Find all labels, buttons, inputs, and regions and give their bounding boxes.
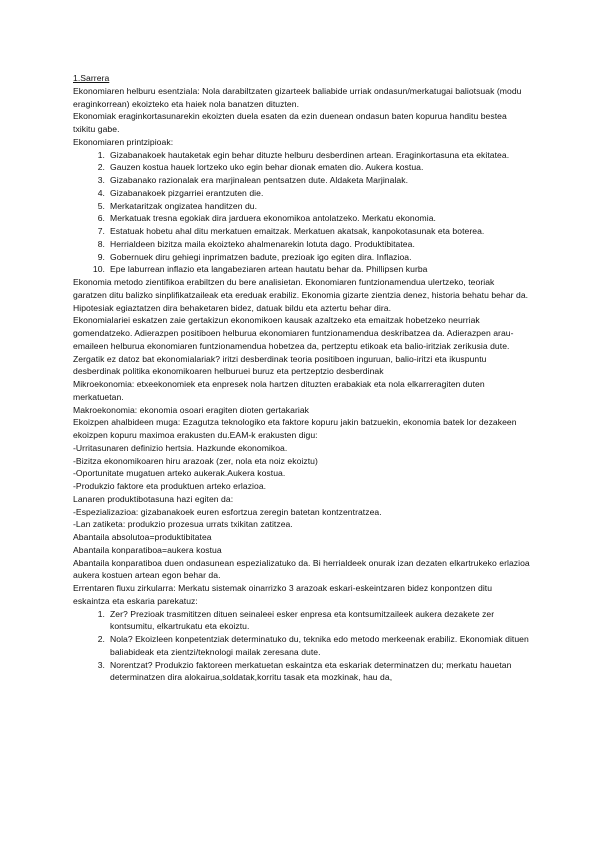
list-item [73, 187, 530, 200]
list-number: 4. [97, 187, 105, 198]
section-title: 1.Sarrera [73, 73, 110, 83]
paragraph: Ekonomiaren helburu esentziala: Nola darabiltzaten gizarteek baliabide urriak ondasun/merkatugai baliotsuak (modu eraginkorrean) ekoizteko eta haiek nola banatzen dituzten. [73, 85, 522, 109]
list-number: 1. [97, 608, 105, 619]
paragraph: Mikroekonomia: etxeekonomiek eta enpresek nola hartzen dituzten erabakiak eta nola elkarreragiten duten merkatuetan. [73, 379, 485, 402]
list-item [73, 200, 530, 213]
paragraph: Zergatik ez datoz bat ekonomialariak? iritzi desberdinak teoria positiboen inguruan, balio-iritzi eta ikuspuntu desberdinak politika ekonomikoaren helburuei buruz eta pertzeptzio desberdinak [73, 353, 487, 377]
paragraph: Abantaila konparatiboa duen ondasunean espezializatuko da. Bi herrialdeek onurak izan dezaten elkartrukeko erlazioa aukera kostuen artean egon behar da. [73, 557, 530, 581]
list-text: Gizabanakoek hautaketak egin behar dituzte helburu desberdinen artean. Eraginkortasuna eta ekitatea. [110, 149, 510, 160]
list-text: Herrialdeen bizitza maila ekoizteko ahalmenarekin lotuta dago. Produktibitatea. [110, 238, 415, 249]
principles-list [73, 149, 530, 277]
paragraph: Ekonomiak eraginkortasunarekin ekoizten duela esaten da ezin duenean ondasun baten kopurua handitu bestea txikitu gabe. [73, 111, 507, 134]
list-text: Gizabanakoek pizgarriei erantzuten die. [110, 187, 264, 198]
paragraph: Ekoizpen ahalbideen muga: Ezagutza teknologiko eta faktore kopuru jakin batzuekin, ekonomia batek lor dezakeen ekoizpen kopuru maximoa erakusten du.EAM-k erakusten digu: [73, 417, 517, 440]
paragraph: Ekonomiaren printzipioak: [73, 136, 174, 147]
paragraph: Ekonomialariei eskatzen zaie gertakizun ekonomikoen kausak azaltzeko eta emaitzak hobetzeko neurriak gomendatzeko. Adierazpen positiboen helburua ekonomiaren funtzionamendua deskribatzea da. Adierazpen arau-emaileen helburua ekonomiaren funtzionamendua hobetzea da, pertzeptu etikoak eta balio-iritziak zerikusia dute. [73, 315, 514, 351]
list-text: Gizabanako razionalak era marjinalean pentsatzen dute. Aldaketa Marjinalak. [110, 175, 409, 185]
paragraph: Lanaren produktibotasuna hazi egiten da: [73, 493, 234, 504]
paragraph: Abantaila konparatiboa=aukera kostua [73, 544, 222, 555]
list-item [73, 225, 530, 238]
list-number: 9. [97, 251, 105, 262]
questions-list [73, 608, 530, 685]
paragraph: -Espezializazioa: gizabanakoek euren esfortzua zeregin batetan kontzentratzea. [73, 506, 382, 517]
list-item [73, 174, 530, 187]
list-number: 3. [97, 659, 105, 670]
list-text: Nola? Ekoizleen konpetentziak determinatuko du, teknika edo metodo merkeenak erabiliz. Ekonomiak dituen baliabideak eta zientzi/teknologi mailak zeresana dute. [110, 634, 529, 657]
list-item [73, 263, 530, 276]
list-text: Merkataritzak ongizatea handitzen du. [110, 200, 258, 211]
list-item [73, 149, 530, 162]
paragraph: -Urritasunaren definizio hertsia. Hazkunde ekonomikoa. [73, 442, 288, 453]
list-item [73, 212, 530, 225]
list-number: 8. [97, 238, 105, 249]
paragraph: Errentaren fluxu zirkularra: Merkatu sistemak oinarrizko 3 arazoak eskari-eskeintzaren bidez konpontzen ditu eskaintza eta eskaria parekatuz: [73, 583, 493, 606]
list-number: 6. [97, 213, 105, 224]
paragraph: -Oportunitate mugatuen arteko aukerak.Aukera kostua. [73, 468, 286, 479]
list-item [73, 251, 530, 264]
paragraph: -Produkzio faktore eta produktuen arteko erlazioa. [73, 481, 267, 491]
list-text: Gobernuek diru gehiegi inprimatzen badute, prezioak igo egiten dira. Inflazioa. [110, 251, 412, 262]
paragraph: Abantaila absolutoa=produktibitatea [73, 532, 212, 542]
list-item [73, 161, 530, 174]
list-number: 2. [97, 162, 105, 173]
paragraph: Ekonomia metodo zientifikoa erabiltzen du bere analisietan. Ekonomiaren funtzionamendua ulertzeko, teoriak garatzen ditu balizko sinplifikatzaileak eta ereduak erabiliz. Ekonomia gizarte zientzia denez, historia behatu behar da. Hipotesiak egiaztatzen dira behaketaren bidez, datuak bildu eta aztertu behar dira. [73, 277, 529, 313]
list-text: Zer? Prezioak trasmititzen dituen seinaleei esker enpresa eta kontsumitzaileek aukera dezakete zer kontsumitu, elkartrukatu eta ekoiztu. [110, 608, 495, 632]
intro-block [73, 85, 530, 149]
list-number: 1. [97, 149, 105, 160]
list-text: Norentzat? Produkzio faktoreen merkatuetan eskaintza eta eskariak determinatzen du; merkatu hauetan determinatzen dira alokairua,soldatak,korritu tasak eta mozkinak, hau da, [110, 659, 512, 683]
list-number: 10. [92, 264, 105, 275]
list-item [73, 659, 530, 685]
list-text: Epe laburrean inflazio eta langabeziaren artean hautatu behar da. Phillipsen kurba [110, 264, 428, 275]
list-text: Merkatuak tresna egokiak dira jarduera ekonomikoa antolatzeko. Merkatu ekonomia. [110, 213, 436, 224]
paragraph: -Lan zatiketa: produkzio prozesua urrats txikitan zatitzea. [73, 519, 293, 530]
list-number: 7. [97, 226, 105, 236]
list-text: Estatuak hobetu ahal ditu merkatuen emaitzak. Merkatuen akatsak, kanpokotasunak eta boterea. [110, 226, 485, 236]
list-item [73, 238, 530, 251]
body-block [73, 276, 530, 608]
paragraph: -Bizitza ekonomikoaren hiru arazoak (zer, nola eta noiz ekoiztu) [73, 455, 318, 466]
list-number: 5. [97, 200, 105, 211]
list-number: 2. [97, 634, 105, 644]
list-item [73, 633, 530, 659]
paragraph: Makroekonomia: ekonomia osoari eragiten dioten gertakariak [73, 404, 310, 415]
list-number: 3. [97, 175, 105, 185]
list-item [73, 608, 530, 634]
list-text: Gauzen kostua hauek lortzeko uko egin behar dionak ematen dio. Aukera kostua. [110, 162, 424, 173]
